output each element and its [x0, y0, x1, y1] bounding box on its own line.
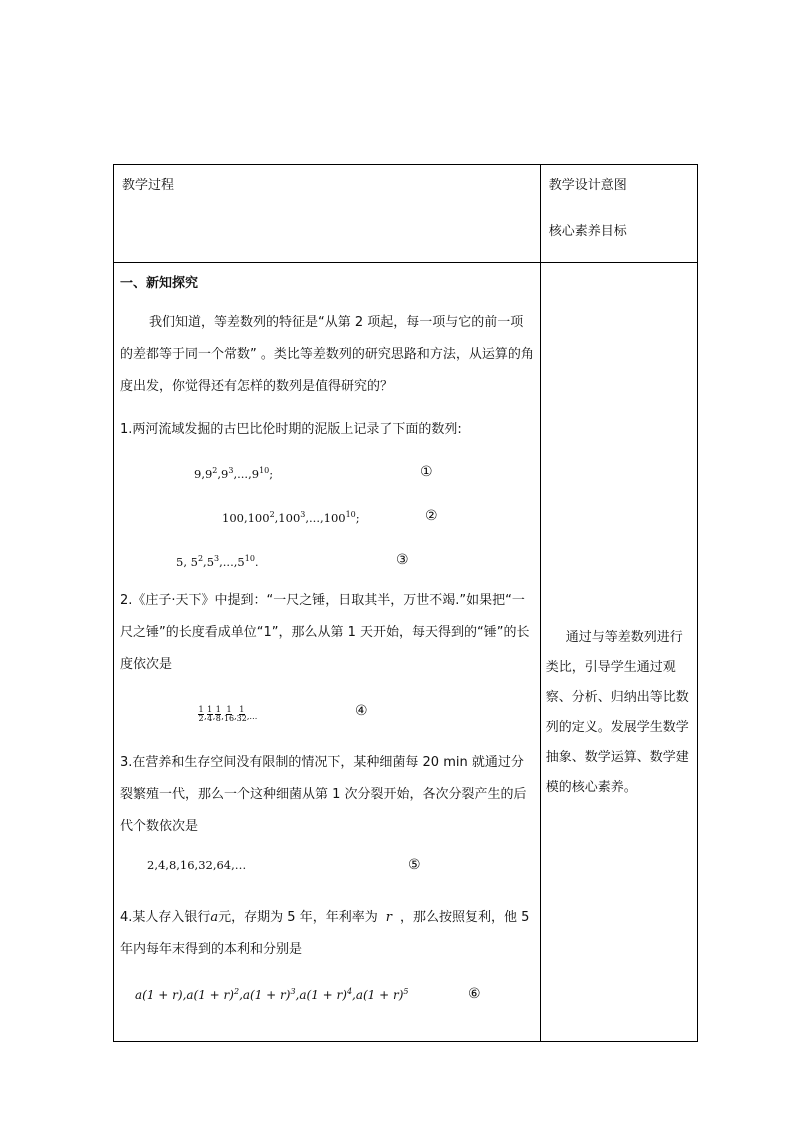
lesson-table — [113, 164, 698, 1042]
section-title: 一、新知探究 — [120, 276, 199, 291]
sequence-1: $9,9^2,9^3,...,9^{10}$; — [194, 466, 274, 481]
teaching-process-cell — [114, 263, 541, 1042]
design-intent-note: 通过与等差数列进行类比，引导学生通过观察、分析、归纳出等比数列的定义。发展学生数学抽象、数学运算、数学建模的核心素养。 — [545, 630, 689, 795]
sequence-4-marker: ④ — [355, 703, 368, 719]
fraction-1-2: $\frac{1}{2}$ — [198, 705, 204, 723]
sequence-3-marker: ③ — [396, 552, 409, 568]
design-intent-cell — [540, 263, 697, 1042]
item-2-text: 2.《庄子·天下》中提到：“一尺之锤，日取其半，万世不竭.”如果把“一尺之锤”的长度看成单位“1”，那么从第 1 天开始，每天得到的“锤”的长度依次是 — [120, 593, 530, 672]
sequence-1-marker: ① — [420, 464, 433, 480]
sequence-2: 100,100$^2$,100$^3$,...,100$^{10}$; — [222, 510, 360, 525]
item-4-text: 4.某人存入银行a元，存期为 5 年，年利率为 r ，那么按照复利，他 5 年内每年末得到的本利和分别是 — [120, 910, 530, 957]
table-body-row — [114, 263, 698, 1042]
sequence-5-marker: ⑤ — [408, 857, 421, 873]
intro-paragraph: 我们知道，等差数列的特征是“从第 2 项起，每一项与它的前一项的差都等于同一个常数” 。类比等差数列的研究思路和方法，从运算的角度出发，你觉得还有怎样的数列是值得研究的？ — [120, 315, 534, 394]
item-1-text: 1.两河流域发掘的古巴比伦时期的泥版上记录了下面的数列: — [120, 422, 462, 437]
header-design-intent — [540, 165, 697, 263]
fraction-1-32: $\frac{1}{32}$ — [236, 705, 247, 723]
fraction-1-16: $\frac{1}{16}$ — [223, 705, 235, 723]
sequence-6: $a(1 + r),a(1 + r)^2,a(1 + r)^3,a(1 + r)^4,a(1 + r)^5$ — [135, 987, 409, 1002]
item-3-text: 3.在营养和生存空间没有限制的情况下，某种细菌每 20 min 就通过分裂繁殖一代，那么一个这种细菌从第 1 次分裂开始，各次分裂产生的后代个数依次是 — [120, 755, 527, 834]
fraction-1-4: $\frac{1}{4}$ — [207, 705, 213, 723]
header-teaching-process: 教学过程 — [114, 165, 541, 263]
sequence-6-marker: ⑥ — [468, 986, 481, 1002]
header-design-intent-label: 教学设计意图 — [548, 178, 627, 193]
sequence-2-marker: ② — [425, 508, 438, 524]
sequence-5: 2,4,8,16,32,64,… — [147, 858, 247, 872]
header-core-literacy-label: 核心素养目标 — [548, 224, 627, 239]
fraction-1-8: $\frac{1}{8}$ — [215, 705, 221, 723]
table-header-row — [114, 165, 698, 263]
sequence-3: 5, $5^2,5^3,...,5^{10}$. — [176, 554, 259, 569]
sequence-4: $\frac{1}{2}$ , $\frac{1}{4}$ , $\frac{1}{8}$ , $\frac{1}{16}$ , $\frac{1}{32}$ ,… — [198, 705, 258, 723]
